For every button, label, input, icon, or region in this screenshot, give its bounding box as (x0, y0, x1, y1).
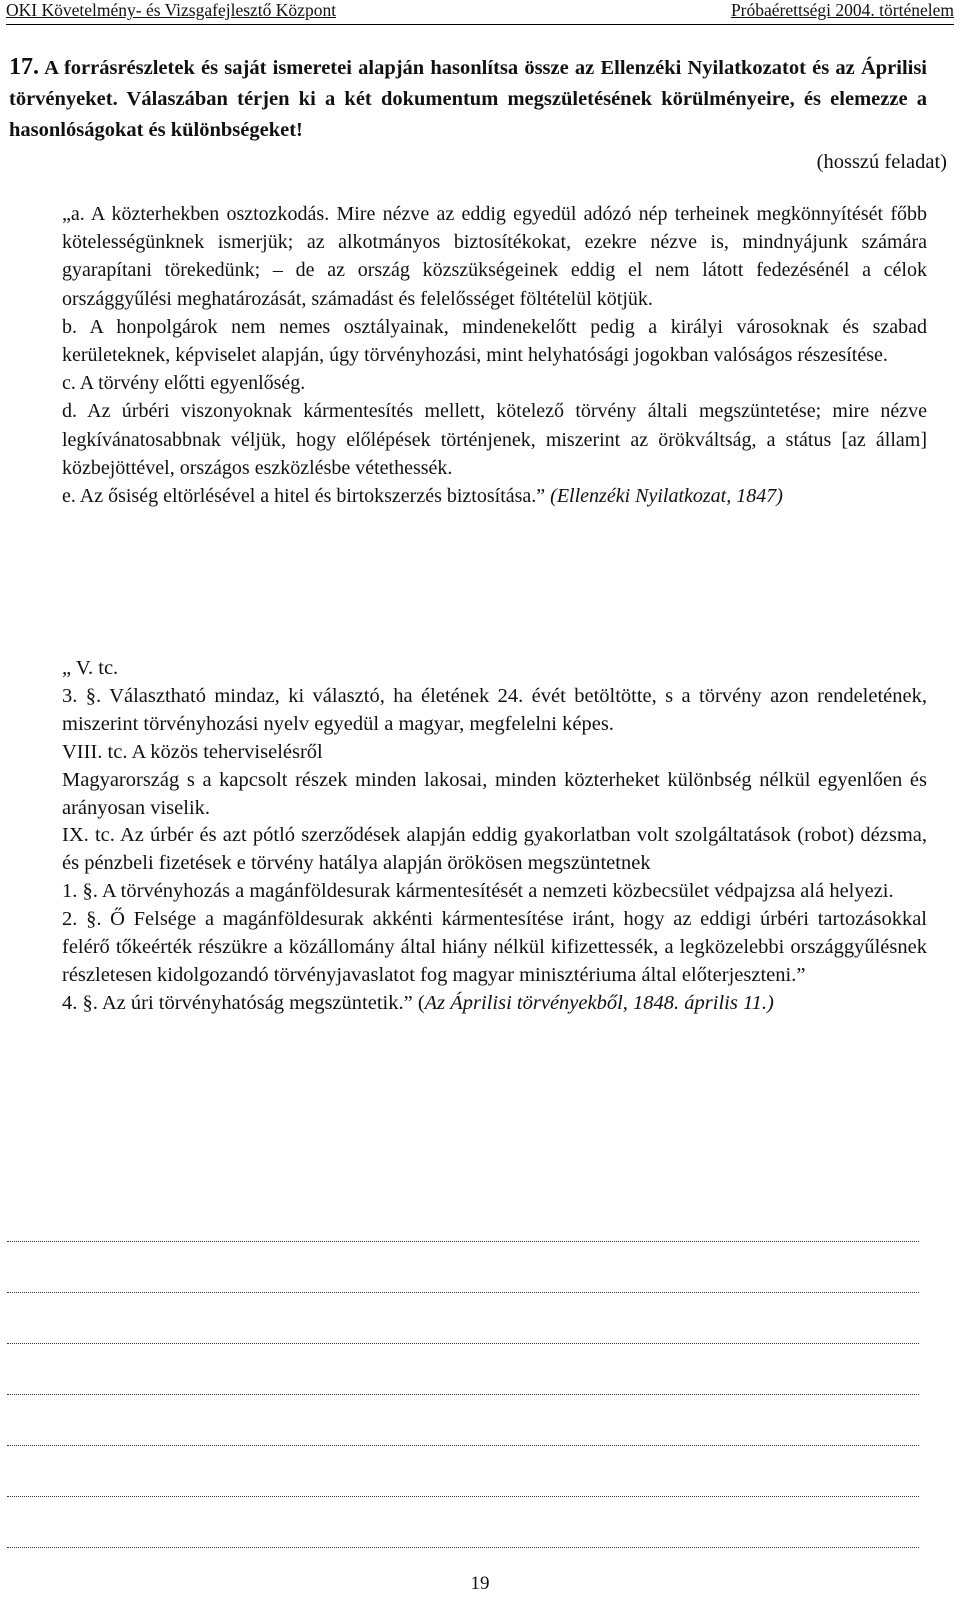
answer-line[interactable] (7, 1242, 919, 1293)
source1-point-b: b. A honpolgárok nem nemes osztályainak, mindenekelőtt pedig a királyi városoknak és szabad kerületeknek, képviselet alapján, úgy törvényhozási, mint helyhatósági jogokban valóságos részesítése. (62, 315, 927, 367)
task-statement (9, 52, 927, 146)
source1-point-e-text: e. Az ősiség eltörlésével a hitel és birtokszerzés biztosítása.” (62, 485, 546, 508)
page-header (6, 0, 954, 25)
source2-p8-text: 4. §. Az úri törvényhatóság megszüntetik.” ( (62, 991, 425, 1014)
answer-line[interactable] (7, 1293, 919, 1344)
source1-citation: (Ellenzéki Nyilatkozat, 1847) (550, 485, 783, 508)
answer-line[interactable] (7, 1395, 919, 1446)
header-institution: OKI Követelmény- és Vizsgafejlesztő Központ (6, 0, 337, 20)
answer-line[interactable] (7, 1218, 919, 1242)
source2-p1: „ V. tc. (62, 657, 119, 679)
source2-citation: Az Áprilisi törvényekből, 1848. április 11.) (424, 991, 774, 1014)
task-kind: (hosszú feladat) (816, 151, 947, 173)
source2-p2: 3. §. Választható mindaz, ki választó, ha életének 24. évét betöltötte, s a törvény azon rendeletének, miszerint törvényhozási nyelv egyedül a magyar, megfelelni képes. (62, 684, 927, 735)
source2-p3: VIII. tc. A közös teherviselésről (62, 740, 323, 763)
answer-line[interactable] (7, 1446, 919, 1497)
source1-point-d: d. Az úrbéri viszonyoknak kármentesítés mellett, kötelező törvény általi megszüntetése; mire nézve legkívánatosabbnak véljük, hogy előlépések történjenek, miszerint az örökváltság, a státus [az állam] közbejöttével, országos eszközlésbe vétethessék. (62, 400, 927, 479)
source2-p6: 1. §. A törvényhozás a magánföldesurak kármentesítését a nemzeti közbecsület védpajzsa alá helyezi. (62, 880, 894, 903)
page-number: 19 (470, 1573, 490, 1594)
task-number: 17. (9, 54, 39, 80)
answer-lines[interactable] (7, 1218, 919, 1548)
header-exam: Próbaérettségi 2004. történelem (730, 0, 954, 20)
task-text: A forrásrészletek és saját ismeretei alapján hasonlítsa össze az Ellenzéki Nyilatkozatot és az Áprilisi törvényeket. Válaszában térjen ki a két dokumentum megszületésének körülményeire, és elemezze a hasonlóságokat és különbségeket! (9, 57, 928, 141)
source2-p4: Magyarország s a kapcsolt részek minden lakosai, minden közterheket különbség nélkül egyenlően és arányosan viselik. (62, 768, 927, 819)
source1-point-e (62, 482, 927, 510)
source-ellenzeki-nyilatkozat (62, 200, 927, 510)
source1-point-c: c. A törvény előtti egyenlőség. (62, 372, 306, 395)
answer-line[interactable] (7, 1344, 919, 1395)
source-aprilisi-torvenyek (62, 655, 927, 1018)
source2-p5: IX. tc. Az úrbér és azt pótló szerződések alapján eddig gyakorlatban volt szolgáltatások (robot) dézsma, és pénzbeli fizetések e törvény hatálya alapján örökösen megszüntetnek (62, 824, 927, 875)
answer-line[interactable] (7, 1497, 919, 1548)
source1-point-a: „a. A közterhekben osztozkodás. Mire nézve az eddig egyedül adózó nép terheinek megkönnyítését főbb kötelességünknek ismerjük; az alkotmányos biztosítékokat, ezekre nézve is, mindnyájunk számára gyarapítani törekedünk; – de az ország közszükségeinek eddig el nem látott fedezésénél a célok országgyűlési meghatározását, számadást és felelősséget föltételül kötjük. (62, 203, 927, 310)
source2-p8 (62, 990, 927, 1018)
source2-p7: 2. §. Ő Felsége a magánföldesurak akkénti kármentesítése iránt, hogy az eddigi úrbéri tartozásokkal felérő tőkeérték részükre a közállomány által hiány nélkül kifizettessék, a legközelebbi országgyűlésnek részletesen kidolgozandó törvényjavaslatot fog magyar minisztériuma által előterjeszteni.” (62, 908, 927, 986)
